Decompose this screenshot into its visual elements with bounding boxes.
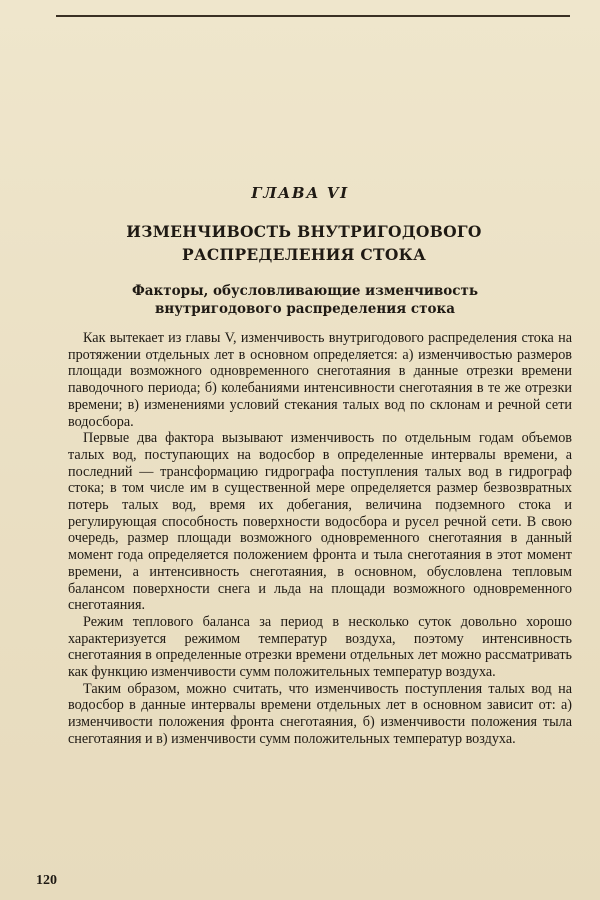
section-title: Факторы, обусловливающие изменчивость внутригодового распределения стока	[131, 283, 479, 317]
paragraph-2: Первые два фактора вызывают изменчивость по отдельным годам объемов талых вод, поступающих на водосбор в определенные интервалы времени, а последний — трансформацию гидрографа поступления талых вод в гидрограф стока; в том числе им в существенной мере определяется размер безвозвратных потерь талых вод, время их добегания, величина подземного стока и регулирующая способность поверхности водосбора и русел речной сети. В свою очередь, размер площади возможного одновременного снеготаяния в данный момент года определяется положением фронта и тыла снеготаяния в этот момент времени, а интенсивность снеготаяния, в основном, обусловлена тепловым балансом поверхности снега и льда на площади возможного одновременного снеготаяния.	[68, 430, 572, 614]
paragraph-1: Как вытекает из главы V, изменчивость внутригодового распределения стока на протяжении отдельных лет в основном определяется: а) изменчивостью размеров площади возможного одновременного снеготаяния в данные отрезки времени паводочного периода; б) колебаниями интенсивности снеготаяния в те же отрезки времени; в) изменениями условий стекания талых вод по склонам и речной сети водосбора.	[68, 330, 572, 430]
paragraph-3: Режим теплового баланса за период в несколько суток довольно хорошо характеризуется режимом температур воздуха, поэтому интенсивность снеготаяния в определенные отрезки времени отдельных лет можно рассматривать как функцию изменчивости сумм положительных температур воздуха.	[68, 613, 572, 681]
chapter-heading: ГЛАВА VI	[251, 184, 349, 202]
top-rule	[56, 15, 570, 17]
page-number: 120	[36, 873, 57, 888]
chapter-title: ИЗМЕНЧИВОСТЬ ВНУТРИГОДОВОГО РАСПРЕДЕЛЕНИЯ СТОКА	[126, 222, 482, 264]
paragraph-4: Таким образом, можно считать, что изменчивость поступления талых вод на водосбор в данные интервалы времени отдельных лет в основном зависит от: а) изменчивости положения фронта снеготаяния, б) изменчивости положения тыла снеготаяния и в) изменчивости сумм положительных температур воздуха.	[68, 680, 572, 747]
body-text	[68, 330, 572, 748]
